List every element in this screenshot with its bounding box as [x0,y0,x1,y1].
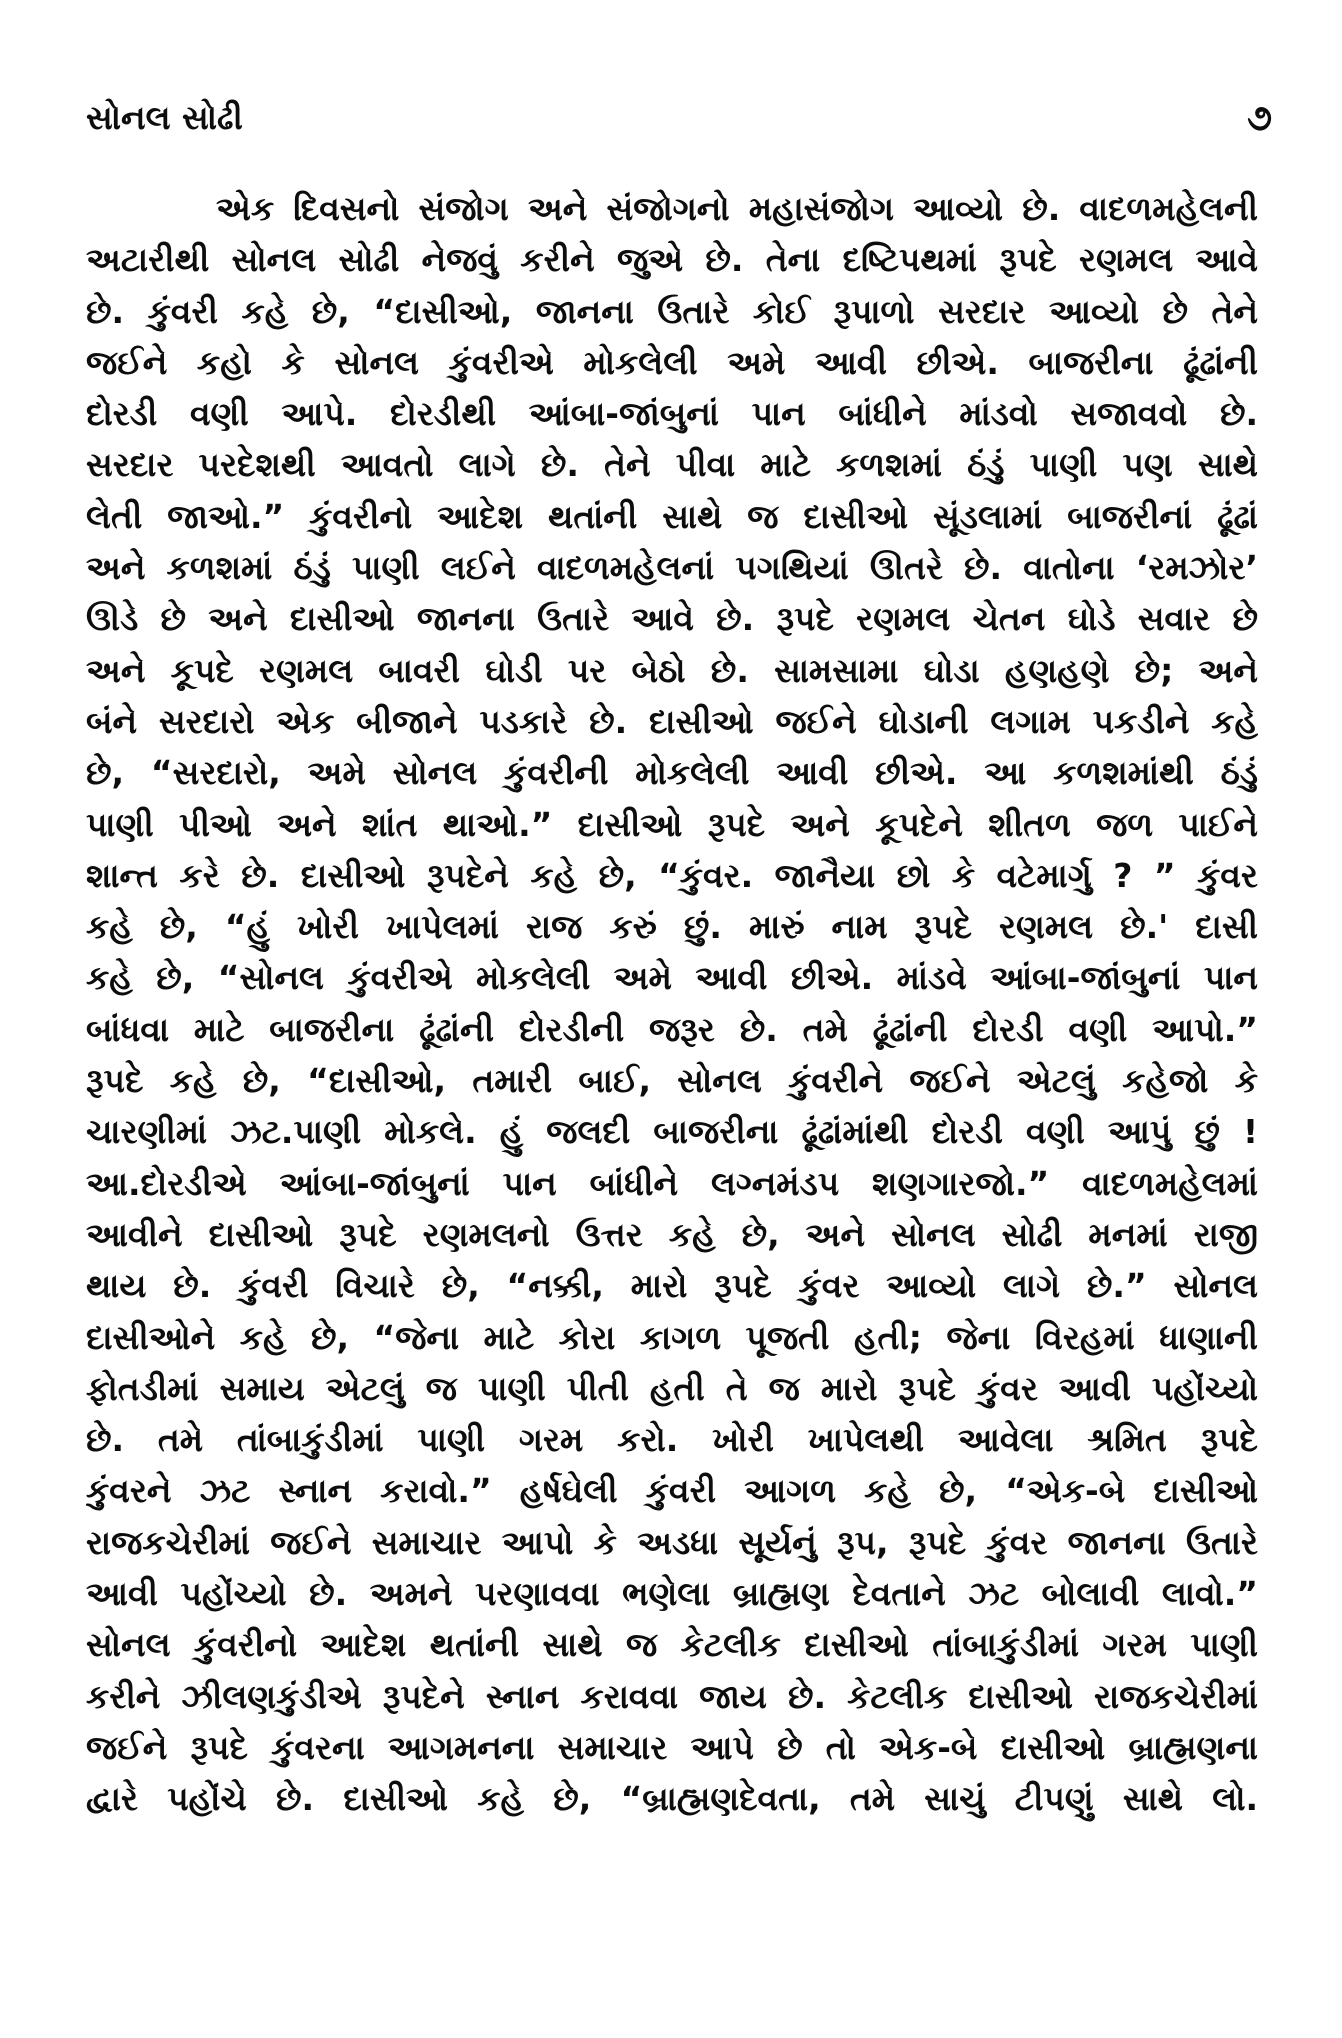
page-number: ૭ [1246,98,1272,139]
text-line: આવીને દાસીઓ રૂપદે રણમલનો ઉત્તર કહે છે, અને સોનલ સોઢી મનમાં રાજી [86,1214,1258,1254]
text-line: ચારણીમાં ઝટ.પાણી મોકલે. હું જલદી બાજરીના ઢૂંઢાંમાંથી દોરડી વણી આપું છું ! [86,1112,1258,1152]
text-line: લેતી જાઓ.” કુંવરીનો આદેશ થતાંની સાથે જ દાસીઓ સૂંડલામાં બાજરીનાં ઢૂંઢાં [86,496,1258,536]
text-line: થાય છે. કુંવરી વિચારે છે, “નક્કી, મારો રૂપદે કુંવર આવ્યો લાગે છે.” સોનલ [86,1266,1258,1306]
text-line: છે, “સરદારો, અમે સોનલ કુંવરીની મોકલેલી આવી છીએ. આ કળશમાંથી ઠંડું [86,753,1258,793]
text-line: બાંધવા માટે બાજરીના ઢૂંઢાંની દોરડીની જરૂર છે. તમે ઢૂંઢાંની દોરડી વણી આપો.” [86,1009,1258,1049]
text-line: દાસીઓને કહે છે, “જેના માટે કોરા કાગળ પૂજતી હતી; જેના વિરહમાં ધાણાની [86,1317,1258,1357]
text-line: ઊડે છે અને દાસીઓ જાનના ઉતારે આવે છે. રૂપદે રણમલ ચેતન ઘોડે સવાર છે [86,599,1258,639]
text-line: અટારીથી સોનલ સોઢી નેજવું કરીને જુએ છે. તેના દષ્ટિપથમાં રૂપદે રણમલ આવે [86,240,1258,280]
text-line: અને કળશમાં ઠંડું પાણી લઈને વાદળમહેલનાં પગથિયાં ઊતરે છે. વાતોના ‘રમઝોર’ [86,548,1258,588]
text-line: અને કૂપદે રણમલ બાવરી ઘોડી પર બેઠો છે. સામસામા ઘોડા હણહણે છે; અને [86,650,1258,690]
text-line: પાણી પીઓ અને શાંત થાઓ.” દાસીઓ રૂપદે અને કૂપદેને શીતળ જળ પાઈને [86,804,1258,844]
text-line: છે. તમે તાંબાકુંડીમાં પાણી ગરમ કરો. ખોરી ખાપેલથી આવેલા શ્રમિત રૂપદે [86,1420,1258,1460]
text-line: રાજકચેરીમાં જઈને સમાચાર આપો કે અડધા સૂર્યનું રૂપ, રૂપદે કુંવર જાનના ઉતારે [86,1522,1258,1562]
text-line: સરદાર પરદેશથી આવતો લાગે છે. તેને પીવા માટે કળશમાં ઠંડું પાણી પણ સાથે [86,445,1258,485]
text-line: છે. કુંવરી કહે છે, “દાસીઓ, જાનના ઉતારે કોઈ રૂપાળો સરદાર આવ્યો છે તેને [86,291,1258,331]
body-paragraph [86,183,1258,1825]
text-line: બંને સરદારો એક બીજાને પડકારે છે. દાસીઓ જઈને ઘોડાની લગામ પકડીને કહે [86,701,1258,741]
text-line: આ.દોરડીએ આંબા-જાંબુનાં પાન બાંધીને લગ્નમંડપ શણગારજો.” વાદળમહેલમાં [86,1163,1258,1203]
text-line: જઈને કહો કે સોનલ કુંવરીએ મોકલેલી અમે આવી છીએ. બાજરીના ઢૂંઢાંની [86,342,1258,382]
text-line: દોરડી વણી આપે. દોરડીથી આંબા-જાંબુનાં પાન બાંધીને માંડવો સજાવવો છે. [86,394,1258,434]
text-line: સોનલ કુંવરીનો આદેશ થતાંની સાથે જ કેટલીક દાસીઓ તાંબાકુંડીમાં ગરમ પાણી [86,1625,1258,1665]
text-line: જઈને રૂપદે કુંવરના આગમનના સમાચાર આપે છે તો એક-બે દાસીઓ બ્રાહ્મણના [86,1727,1258,1767]
text-line: દ્વારે પહોંચે છે. દાસીઓ કહે છે, “બ્રાહ્મણદેવતા, તમે સાચું ટીપણું સાથે લો. [86,1779,1258,1819]
text-line: શાન્ત કરે છે. દાસીઓ રૂપદેને કહે છે, “કુંવર. જાનૈયા છો કે વટેમાર્ગુ ? ” કુંવર [86,855,1258,895]
page-header [86,98,1272,148]
text-line: રૂપદે કહે છે, “દાસીઓ, તમારી બાઈ, સોનલ કુંવરીને જઈને એટલું કહેજો કે [86,1061,1258,1101]
text-line: કહે છે, “સોનલ કુંવરીએ મોકલેલી અમે આવી છીએ. માંડવે આંબા-જાંબુનાં પાન [86,958,1258,998]
text-line: કહે છે, “હું ખોરી ખાપેલમાં રાજ કરું છું. મારું નામ રૂપદે રણમલ છે.' દાસી [86,907,1258,947]
text-line: આવી પહોંચ્યો છે. અમને પરણાવવા ભણેલા બ્રાહ્મણ દેવતાને ઝટ બોલાવી લાવો.” [86,1574,1258,1614]
text-line: કરીને ઝીલણકુંડીએ રૂપદેને સ્નાન કરાવવા જાય છે. કેટલીક દાસીઓ રાજકચેરીમાં [86,1676,1258,1716]
text-line: કુંવરને ઝટ સ્નાન કરાવો.” હર્ષઘેલી કુંવરી આગળ કહે છે, “એક-બે દાસીઓ [86,1471,1258,1511]
running-title: સોનલ સોઢી [86,98,243,137]
text-line: ફોતડીમાં સમાય એટલું જ પાણી પીતી હતી તે જ મારો રૂપદે કુંવર આવી પહોંચ્યો [86,1368,1258,1408]
text-line: એક દિવસનો સંજોગ અને સંજોગનો મહાસંજોગ આવ્યો છે. વાદળમહેલની [216,189,1258,228]
